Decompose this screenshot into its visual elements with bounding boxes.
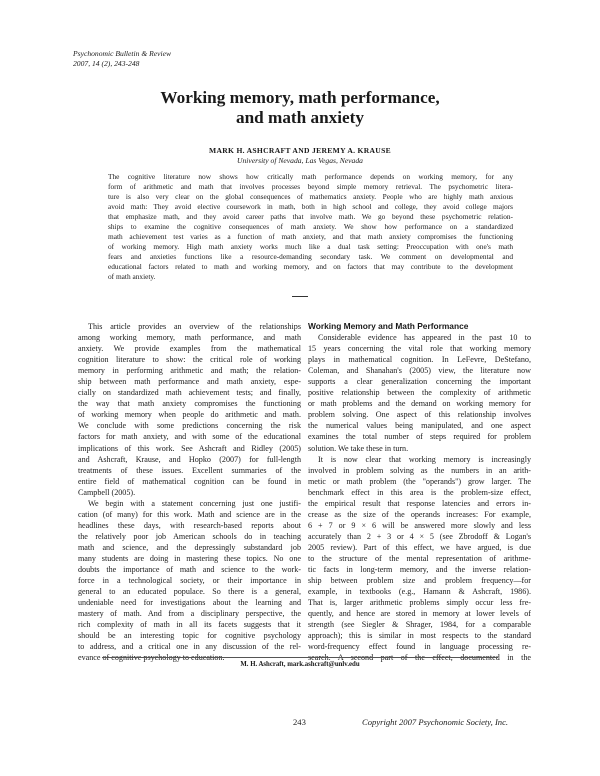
text-line: We begin with a statement concerning just one justifi- — [88, 498, 301, 508]
text-line: entire field of mathematical cognition can be found in — [78, 476, 301, 486]
text-line: benchmark effect in this area is the problem-size effect, — [308, 487, 531, 497]
text-line: implications of this work. See Ashcraft and Ridley (2005) — [78, 443, 301, 453]
section-heading: Working Memory and Math Performance — [308, 321, 469, 331]
text-line: anxiety. We provide examples from the mathematical — [78, 344, 301, 354]
journal-header — [73, 49, 171, 69]
paragraph — [78, 321, 301, 498]
copyright: Copyright 2007 Psychonomic Society, Inc. — [362, 717, 509, 727]
journal-name: Psychonomic Bulletin & Review — [73, 49, 172, 58]
text-line: cially on standardized math achievement tests; and finally, — [78, 388, 301, 398]
text-line: accurately than 2 + 3 or 4 × 5 (see Zbrodoff & Logan's — [308, 531, 531, 541]
text-line: strength (see Siegler & Shrager, 1984, for a comparable — [308, 620, 531, 630]
text-line: Considerable evidence has appeared in the past 10 to — [318, 333, 531, 343]
text-line: positive relationship between the complexity of arithmetic — [308, 388, 531, 398]
abstract-line: ships to examine the cognitive consequences of math anxiety. We show how performance on a standardized — [108, 222, 513, 232]
abstract-line: fears and anxieties functions like a resource-demanding secondary task. We comment on developmental and — [108, 252, 513, 262]
paragraph — [308, 454, 531, 664]
abstract-line: The cognitive literature now shows how critically math performance depends on working memory, for any — [108, 172, 513, 181]
text-line: examines the total number of steps required for problem — [308, 432, 531, 442]
divider — [292, 296, 308, 297]
text-line: tic facts in long-term memory, and the inverse relation- — [308, 565, 531, 575]
text-line: treatments of these issues. Excellent summaries of the — [78, 465, 301, 475]
journal-citation: 2007, 14 (2), 243-248 — [73, 59, 140, 68]
correspondence: M. H. Ashcraft, mark.ashcraft@unlv.edu — [240, 661, 360, 668]
text-line: undeniable need for investigations about the learning and — [78, 598, 301, 608]
text-line: involved in problem solving as the numbers in an arith- — [308, 465, 531, 475]
text-line: factors for math anxiety, and with some of the educational — [78, 432, 301, 442]
abstract — [108, 172, 513, 283]
text-line: headlines these days, with research-based reports about — [78, 520, 301, 530]
text-line: many students are doing in mastering these topics. No one — [78, 553, 301, 563]
abstract-line: that emphasize math, and they avoid career paths that involve math. We go beyond these psychometric relation- — [108, 212, 513, 222]
text-line: Coleman, and Shanahan's (2005) view, the literature now — [308, 366, 531, 376]
footnote-divider — [102, 657, 498, 658]
text-line: the numerical values being manipulated, and one aspect — [308, 421, 531, 431]
right-column — [308, 321, 531, 663]
page-number: 243 — [293, 717, 306, 727]
text-line: We conclude with some predictions concerning the risk — [78, 421, 301, 431]
text-line: plays in mathematical cognition. In LeFevre, DeStefano, — [308, 355, 531, 365]
text-line: That is, larger arithmetic problems simply occur less fre- — [308, 598, 531, 608]
abstract-line: math achievement test varies as a function of math anxiety, and that math anxiety compromises the functioning — [108, 232, 513, 242]
text-line: crease as the size of the operands increases: For example, — [308, 509, 531, 519]
text-line: 6 + 7 or 9 × 6 will be answered more slowly and less — [308, 520, 531, 530]
text-line: the relatively poor job American schools do in teaching — [78, 531, 301, 541]
text-line: to the structure of the mental representation of arithme- — [308, 553, 531, 563]
text-line: quently, and hence are stored in memory at lower levels of — [308, 609, 531, 619]
text-line: to address, and a critical one in any discussion of the rel- — [78, 642, 301, 652]
text-line: ship between math performance and math anxiety, espe- — [78, 377, 301, 387]
text-line: general to an educated populace. So there is a general, — [78, 587, 301, 597]
text-line: problem solving. One aspect of this relationship involves — [308, 410, 531, 420]
text-line: example, in textbooks (e.g., Hamann & Ashcraft, 1986). — [308, 587, 531, 597]
text-line: of working memory when people do arithmetic and math. — [78, 410, 301, 420]
title-line-1: Working memory, math performance, — [160, 88, 440, 107]
text-line: Campbell (2005). — [78, 487, 136, 497]
left-column — [78, 321, 301, 663]
text-line: among working memory, math performance, and math — [78, 333, 301, 343]
text-line: 15 years concerning the vital role that working memory — [308, 344, 531, 354]
text-line: It is now clear that working memory is increasingly — [318, 454, 531, 464]
text-line: rich complexity of math in all its facets suggests that it — [78, 620, 301, 630]
abstract-line: ture is also very clear on the global consequences of mathematics anxiety. People who are highly math anxious — [108, 192, 513, 202]
text-line: solution. We take these in turn. — [308, 443, 409, 453]
text-line: approach); this is similar in most respects to the standard — [308, 631, 531, 641]
paragraph — [308, 332, 531, 454]
text-line: should be an interesting topic for cognitive psychology — [78, 631, 301, 641]
text-line: ship between problem size and problem frequency—for — [308, 576, 531, 586]
text-line: or math problems and the demand on working memory for — [308, 399, 531, 409]
text-line: cation (of many) for this work. Math and science are in the — [78, 509, 301, 519]
text-line: memory in performing arithmetic and math; the relation- — [78, 366, 301, 376]
abstract-line: form of arithmetic and math that involves processes beyond simple memory retrieval. The psychometric litera- — [108, 182, 513, 192]
affiliation: University of Nevada, Las Vegas, Nevada — [237, 156, 363, 165]
text-line: doubts the importance of math and science to the work- — [78, 565, 301, 575]
text-line: the empirical result that response latencies and errors in- — [308, 498, 531, 508]
text-line: mastery of math. And from a disciplinary perspective, the — [78, 609, 301, 619]
abstract-line: educational factors related to math and working memory, and on factors that may contribute to the development — [108, 262, 513, 272]
right-column-body — [308, 332, 531, 663]
text-line: math and science, and the depressingly substandard job — [78, 542, 301, 552]
article-title — [0, 88, 600, 128]
abstract-line: of math anxiety. — [108, 272, 156, 282]
text-line: metic or math problem (the "operands") grow larger. The — [308, 476, 531, 486]
title-line-2: and math anxiety — [236, 108, 364, 127]
text-line: 2005 review). Part of this effect, we have argued, is due — [308, 542, 531, 552]
text-line: word-frequency effect found in language processing re- — [308, 642, 531, 652]
text-line: supports a clear generalization concerning the important — [308, 377, 531, 387]
text-line: search. A second part of the effect, documented in the — [308, 653, 531, 663]
text-line: cognition literature to show: the critical role of working — [78, 355, 301, 365]
authors: MARK H. ASHCRAFT AND JEREMY A. KRAUSE — [209, 146, 391, 155]
text-line: force in a technological society, or their importance in — [78, 576, 301, 586]
abstract-line: of working memory. High math anxiety works much like a dual task setting: Preoccupation with one's math — [108, 242, 513, 252]
text-line: This article provides an overview of the relationships — [88, 322, 301, 331]
text-line: and Ashcraft, Krause, and Hopko (2007) for full-length — [78, 454, 301, 464]
paragraph — [78, 498, 301, 664]
text-line: the way that math anxiety compromises the functioning — [78, 399, 301, 409]
abstract-line: avoid math: They avoid elective coursework in math, both in high school and college, they avoid college majors — [108, 202, 513, 212]
text-line: evance of cognitive psychology to education. — [78, 653, 225, 663]
